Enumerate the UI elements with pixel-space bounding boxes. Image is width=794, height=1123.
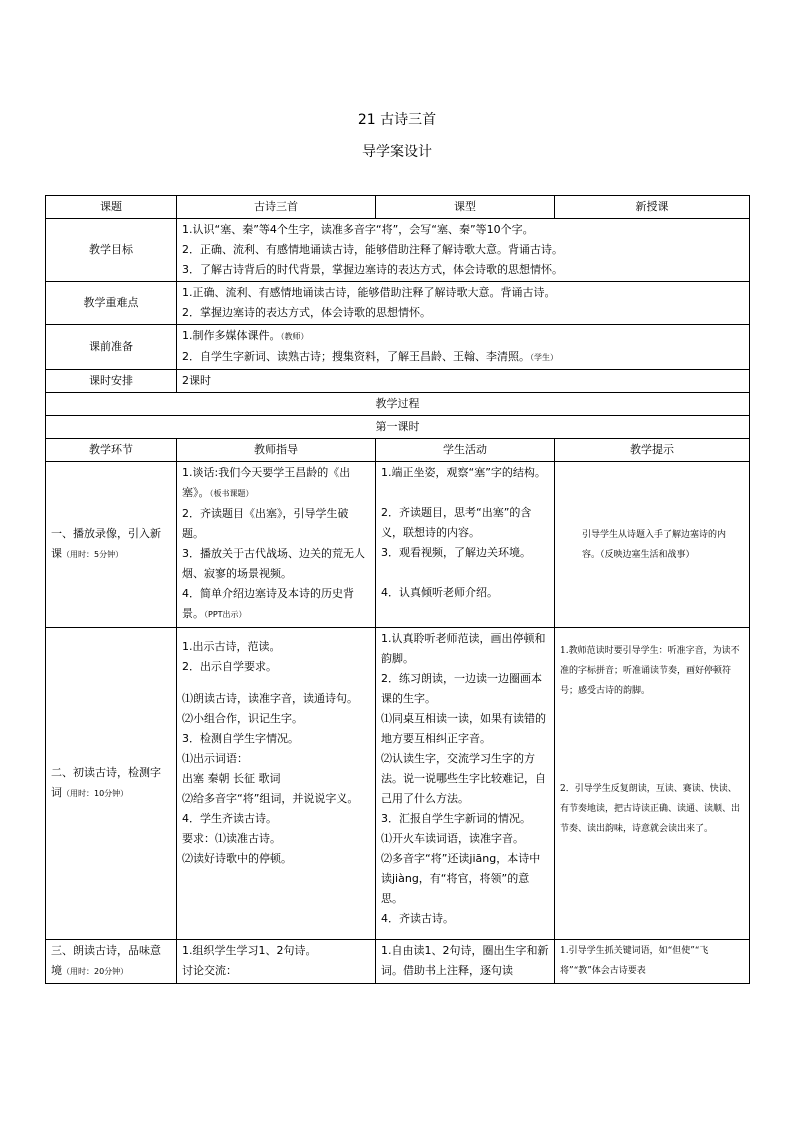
label-topic: 课题 [46,196,177,219]
teacher-item: 1.出示古诗，范读。 [182,640,281,653]
document-subtitle: 导学案设计 [362,144,432,160]
teacher-item: 4．简单介绍边塞诗及本诗的历史背景。（PPT出示） [182,587,354,620]
col-header-hint: 教学提示 [555,439,750,462]
student-item: ⑵认读生字，交流学习生字的方法。说一说哪些生字比较难记，自己用了什么方法。 [381,752,546,805]
step-row-2 [46,628,750,940]
teacher-item: 1.谈话:我们今天要学王昌龄的《出塞》。（板书课题） [182,466,351,499]
prep-item: 2．自学生字新词、读熟古诗；搜集资料，了解王昌龄、王翰、李清照。（学生） [182,350,558,363]
teacher-item: 要求：⑴读准古诗。 [182,832,281,845]
teacher-guide-cell [177,940,376,984]
label-preparation: 课前准备 [46,325,177,370]
label-goals: 教学目标 [46,219,177,282]
column-header-row [46,439,750,462]
key-points-cell [177,282,750,325]
step-time: （用时：5分钟） [62,550,124,559]
teacher-item: ⑵给多音字“将”组词，并说说字义。 [182,792,359,805]
info-row-goals [46,219,750,282]
teaching-hint-cell [555,462,750,628]
student-item: 4．认真倾听老师介绍。 [381,586,498,599]
teacher-item: 3．播放关于古代战场、边关的荒无人烟、寂寥的场景视频。 [182,547,365,580]
info-row-topic [46,196,750,219]
hint-text: 2．引导学生反复朗读，互读、赛读、快读、有节奏地读，把古诗读正确、读通、读顺、出节奏、读出韵味，诗意就会读出来了。 [560,784,741,834]
student-item: 1.认真聆听老师范读，画出停顿和韵脚。 [381,632,546,665]
value-hours: 2课时 [177,370,750,393]
hint-text: 引导学生从诗题入手了解边塞诗的内容。（反映边塞生活和战事） [582,529,727,560]
student-activity-cell [376,940,555,984]
hint-text: 1.引导学生抓关键词语，如“但使”“飞将”“教”体会古诗要表 [560,946,709,976]
step-time: （用时：10分钟） [62,789,129,798]
student-item: 4．齐读古诗。 [381,912,454,925]
student-item: ⑴开火车读词语，读准字音。 [381,832,524,845]
teacher-item: 3．检测自学生字情况。 [182,732,299,745]
step-name: 一、播放录像，引入新课（用时：5分钟） [46,462,177,628]
teaching-hint-cell [555,940,750,984]
student-item: ⑴同桌互相读一读，如果有读错的地方要互相纠正字音。 [381,712,546,745]
teacher-item: ⑵小组合作，识记生字。 [182,712,303,725]
document-title: 21 古诗三首 [357,112,437,128]
teacher-item: ⑵读好诗歌中的停顿。 [182,852,292,865]
info-row-key-points [46,282,750,325]
student-item: 3．汇报自学生字新词的情况。 [381,812,531,825]
teaching-hint-cell [555,628,750,940]
teacher-item: ⑴朗读古诗，读准字音，读通诗句。 [182,692,358,705]
info-row-preparation [46,325,750,370]
label-key-points: 教学重难点 [46,282,177,325]
value-type: 新授课 [555,196,750,219]
step-name: 三、朗读古诗，品味意境（用时：20分钟） [46,940,177,984]
goal-item: 1.认识“塞、秦”等4个生字，读准多音字“将”，会写“塞、秦”等10个字。 [182,223,534,236]
student-item: ⑵多音字“将”还读jiāng，本诗中读jiàng，有“将官，将领”的意思。 [381,852,541,905]
label-type: 课型 [376,196,555,219]
step-row-1 [46,462,750,628]
lesson-title: 第一课时 [46,416,750,439]
value-topic: 古诗三首 [177,196,376,219]
step-time: （用时：20分钟） [62,967,129,976]
teacher-item: 2．齐读题目《出塞》，引导学生破题。 [182,507,349,540]
student-activity-cell [376,628,555,940]
step-row-3 [46,940,750,984]
preparation-cell [177,325,750,370]
teacher-guide-cell [177,462,376,628]
goal-item: 2．正确、流利、有感情地诵读古诗，能够借助注释了解诗歌大意。背诵古诗。 [182,243,563,256]
student-item: 1.自由读1、2句诗，圈出生字和新词。借助书上注释，逐句读 [381,944,549,977]
student-activity-cell [376,462,555,628]
student-item: 2．齐读题目，思考“出塞”的含义，联想诗的内容。 [381,506,532,539]
key-point-item: 1.正确、流利、有感情地诵读古诗，能够借助注释了解诗歌大意。背诵古诗。 [182,286,556,299]
hint-text: 1.教师范读时要引导学生：听准字音，为读不准的字标拼音；听准诵读节奏，画好停顿符号；感受古诗的韵脚。 [560,646,740,696]
prep-note: （教师） [280,332,309,341]
teacher-item: ⑴出示词语： [182,752,248,765]
prep-note: （学生） [530,353,558,362]
teacher-item: 4．学生齐读古诗。 [182,812,277,825]
prep-item: 1.制作多媒体课件。（教师） [182,329,309,342]
student-item: 2．练习朗读，一边读一边圈画本课的生字。 [381,672,542,705]
step-name: 二、初读古诗，检测字词（用时：10分钟） [46,628,177,940]
student-item: 3．观看视频，了解边关环境。 [381,546,531,559]
key-point-item: 2．掌握边塞诗的表达方式，体会诗歌的思想情怀。 [182,306,431,319]
goal-item: 3．了解古诗背后的时代背景，掌握边塞诗的表达方式，体会诗歌的思想情怀。 [182,263,563,276]
info-row-hours [46,370,750,393]
teacher-guide-cell [177,628,376,940]
col-header-teacher: 教师指导 [177,439,376,462]
process-title-row [46,393,750,416]
goals-cell [177,219,750,282]
teacher-item: 出塞 秦朝 长征 歌词 [182,772,281,785]
lesson-plan-table [45,195,750,984]
process-title: 教学过程 [46,393,750,416]
teacher-item: 1.组织学生学习1、2句诗。 [182,944,317,957]
lesson-title-row [46,416,750,439]
student-item: 1.端正坐姿，观察“塞”字的结构。 [381,466,546,479]
teacher-item: 讨论交流： [182,964,237,977]
label-hours: 课时安排 [46,370,177,393]
col-header-step: 教学环节 [46,439,177,462]
teacher-item: 2．出示自学要求。 [182,660,277,673]
col-header-student: 学生活动 [376,439,555,462]
